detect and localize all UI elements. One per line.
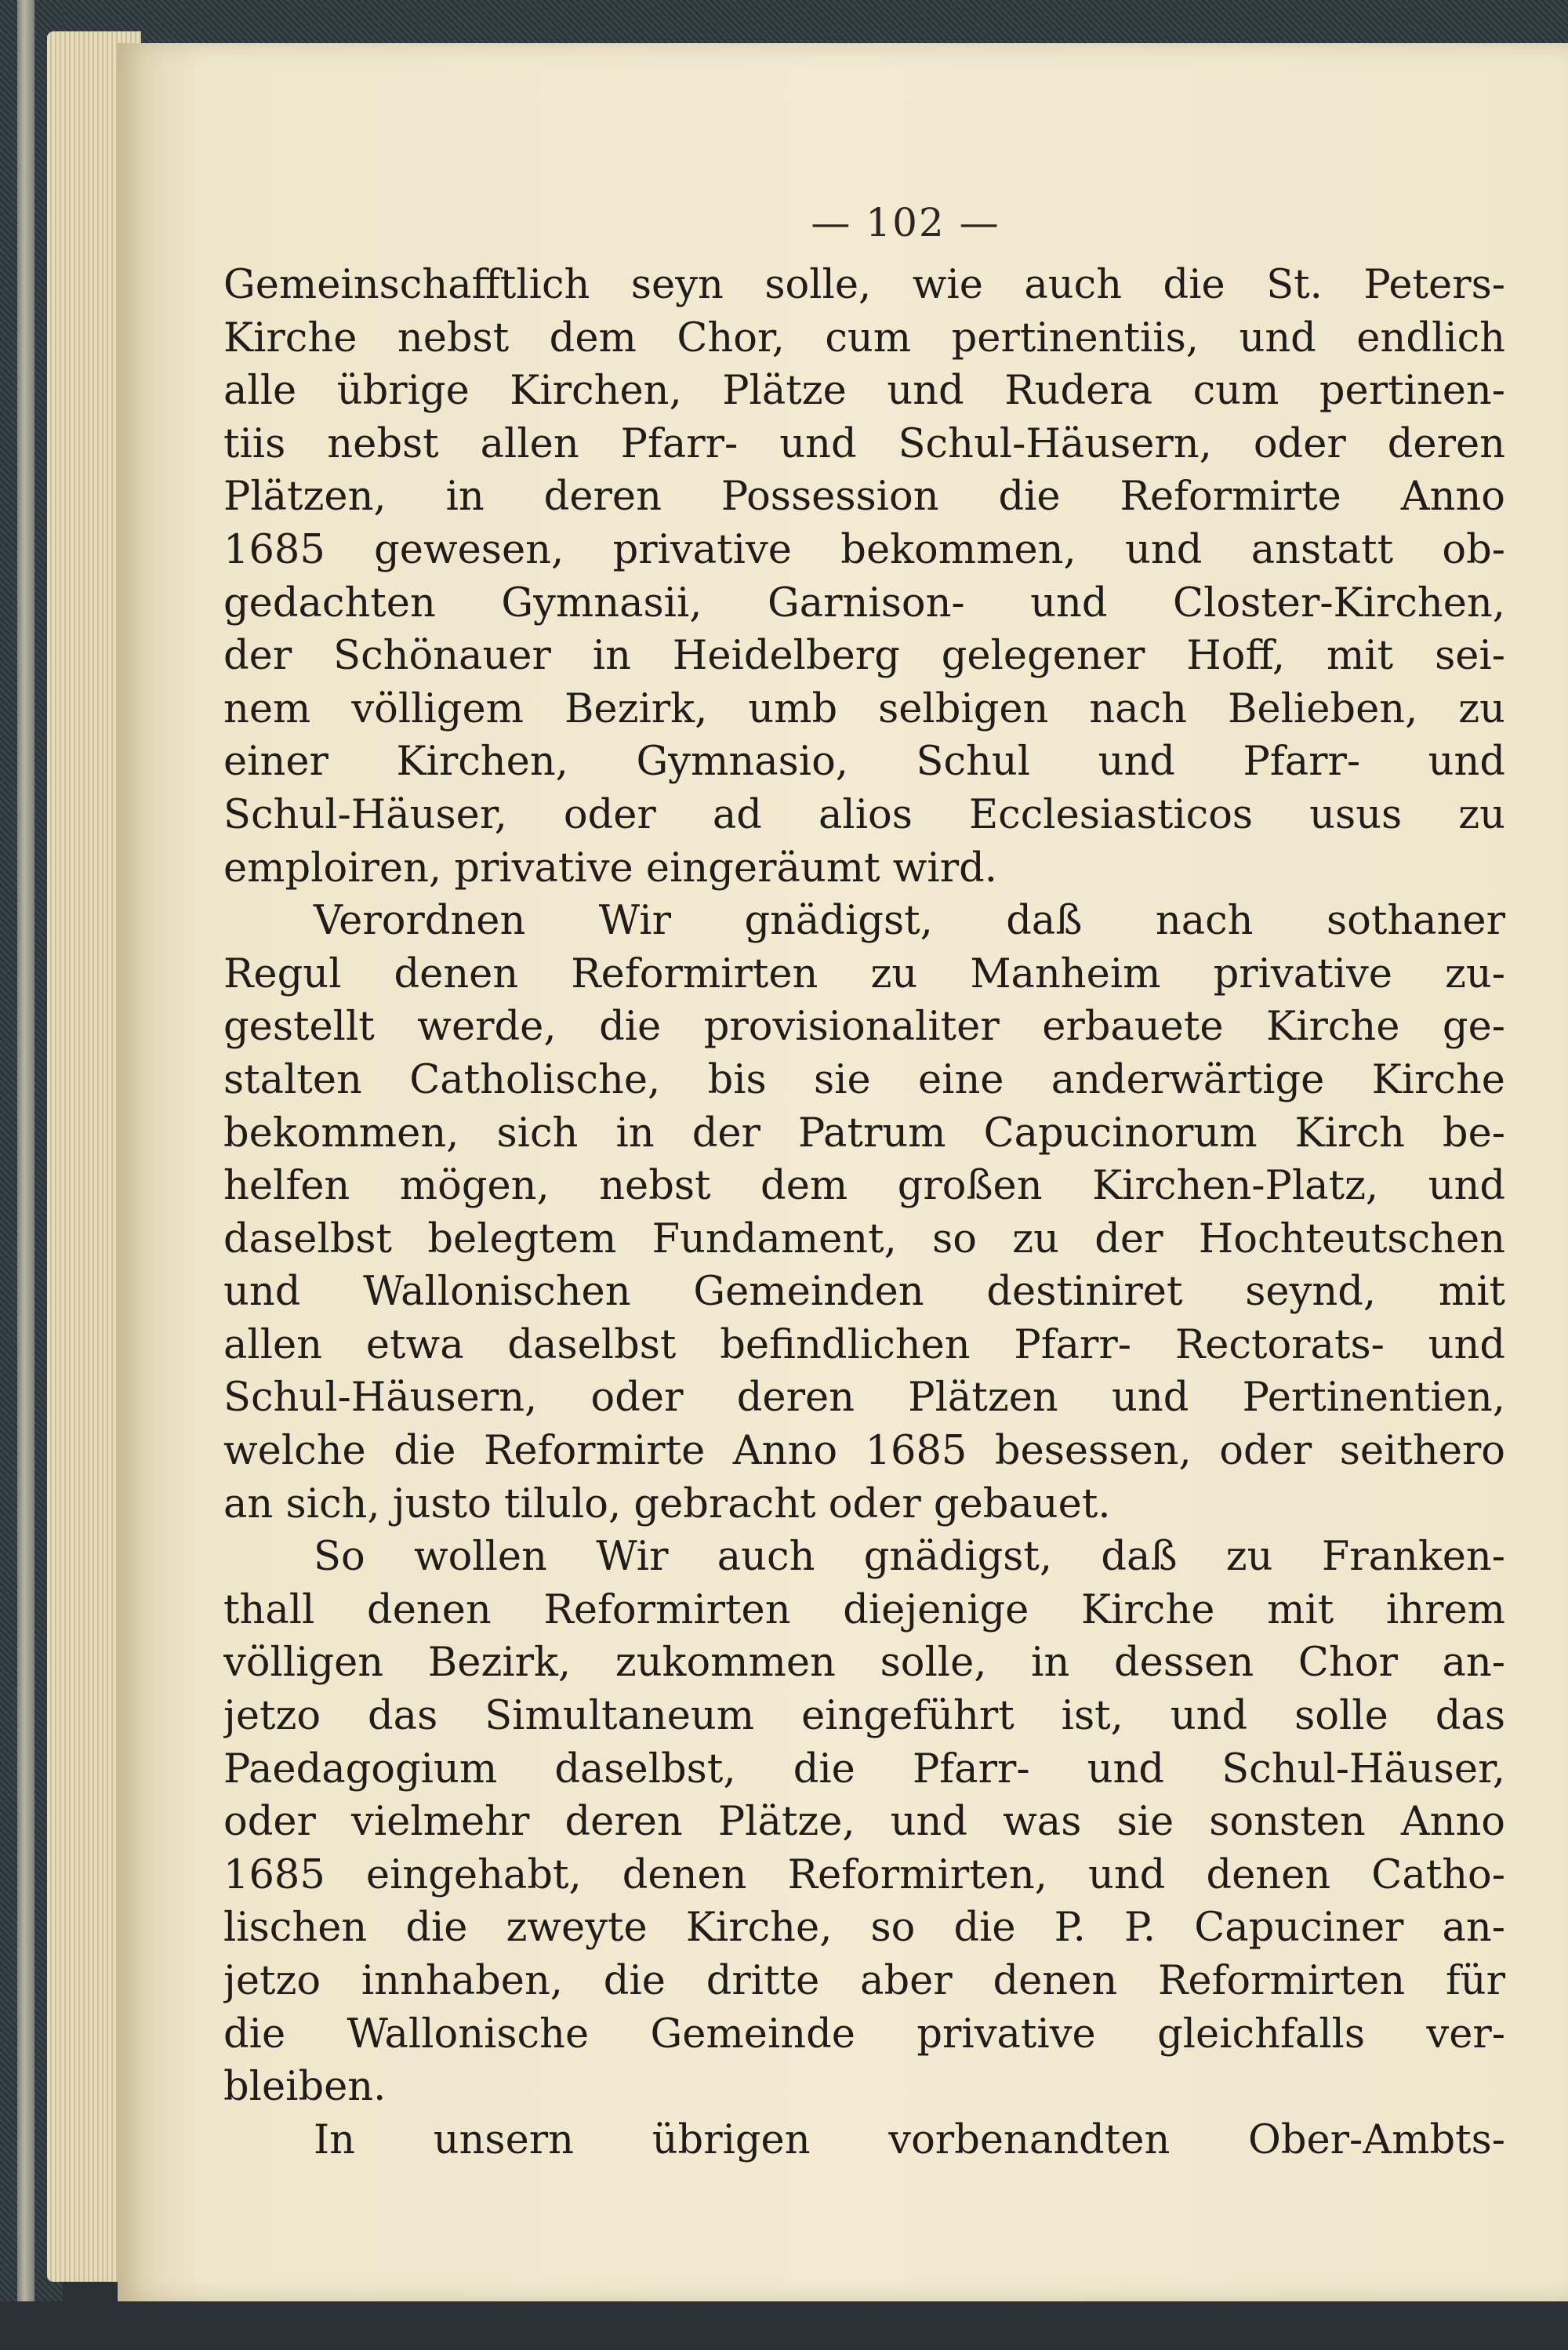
text-line: Paedagogium daselbst, die Pfarr- und Schul-Häuser, [223, 1745, 1505, 1792]
binding-edge [17, 0, 34, 2350]
text-line: oder vielmehr deren Plätze, und was sie sonsten Anno [223, 1799, 1505, 1846]
text-line: welche die Reformirte Anno 1685 besessen, oder seithero [223, 1428, 1505, 1475]
text-line: alle übrige Kirchen, Plätze und Rudera cum pertinen- [223, 368, 1505, 415]
text-line: stalten Catholische, bis sie eine anderwärtige Kirche [223, 1056, 1505, 1103]
text-line: einer Kirchen, Gymnasio, Schul und Pfarr- und [223, 739, 1505, 786]
text-line: nem völligem Bezirk, umb selbigen nach Belieben, zu [223, 685, 1505, 732]
text-line: bekommen, sich in der Patrum Capucinorum Kirch be- [223, 1110, 1505, 1157]
text-line: Plätzen, in deren Possession die Reformirte Anno [223, 474, 1505, 521]
text-line: und Wallonischen Gemeinden destiniret seynd, mit [223, 1269, 1505, 1316]
text-line: die Wallonische Gemeinde privative gleichfalls ver- [223, 2010, 1505, 2058]
text-line: Verordnen Wir gnädigst, daß nach sothaner [314, 898, 1505, 945]
text-line: allen etwa daselbst befindlichen Pfarr- Rectorats- und [223, 1321, 1505, 1368]
text-line: gedachten Gymnasii, Garnison- und Closter-Kirchen, [223, 579, 1505, 627]
text-line: Schul-Häusern, oder deren Plätzen und Pertinentien, [223, 1375, 1505, 1422]
book-cover-top [0, 0, 1568, 43]
text-line: 1685 gewesen, privative bekommen, und anstatt ob- [223, 526, 1505, 573]
text-line: jetzo das Simultaneum eingeführt ist, und solle das [223, 1693, 1505, 1740]
book-cover-bottom [0, 2301, 1568, 2350]
text-line: helfen mögen, nebst dem großen Kirchen-Platz, und [223, 1163, 1505, 1210]
text-line: jetzo innhaben, die dritte aber denen Reformirten für [223, 1958, 1505, 2004]
text-line: völligen Bezirk, zukommen solle, in dessen Chor an- [223, 1640, 1505, 1687]
text-line: lischen die zweyte Kirche, so die P. P. Capuciner an- [223, 1905, 1505, 1952]
text-line: Kirche nebst dem Chor, cum pertinentiis, und endlich [223, 314, 1505, 361]
text-line: der Schönauer in Heidelberg gelegener Hoff, mit sei- [223, 633, 1505, 680]
text-line: bleiben. [223, 2064, 387, 2111]
text-line: daselbst belegtem Fundament, so zu der Hochteutschen [223, 1215, 1505, 1262]
text-line: Gemeinschafftlich seyn solle, wie auch die St. Peters- [223, 262, 1505, 308]
text-line: emploiren, privative eingeräumt wird. [223, 844, 997, 892]
text-line: 1685 eingehabt, denen Reformirten, und denen Catho- [223, 1851, 1505, 1898]
text-line: an sich, justo tilulo, gebracht oder gebauet. [223, 1480, 1111, 1527]
text-line: Regul denen Reformirten zu Manheim privative zu- [223, 950, 1505, 997]
page-number: — 102 — [811, 200, 1000, 245]
text-line: tiis nebst allen Pfarr- und Schul-Häusern, oder deren [223, 420, 1505, 467]
text-line: Schul-Häuser, oder ad alios Ecclesiasticos usus zu [223, 791, 1505, 838]
page-text [223, 259, 1505, 2167]
text-line: gestellt werde, die provisionaliter erbauete Kirche ge- [223, 1004, 1505, 1051]
text-line: thall denen Reformirten diejenige Kirche mit ihrem [223, 1586, 1505, 1633]
text-line: So wollen Wir auch gnädigst, daß zu Franken- [314, 1534, 1505, 1581]
text-line: In unsern übrigen vorbenandten Ober-Ambts- [314, 2116, 1505, 2163]
